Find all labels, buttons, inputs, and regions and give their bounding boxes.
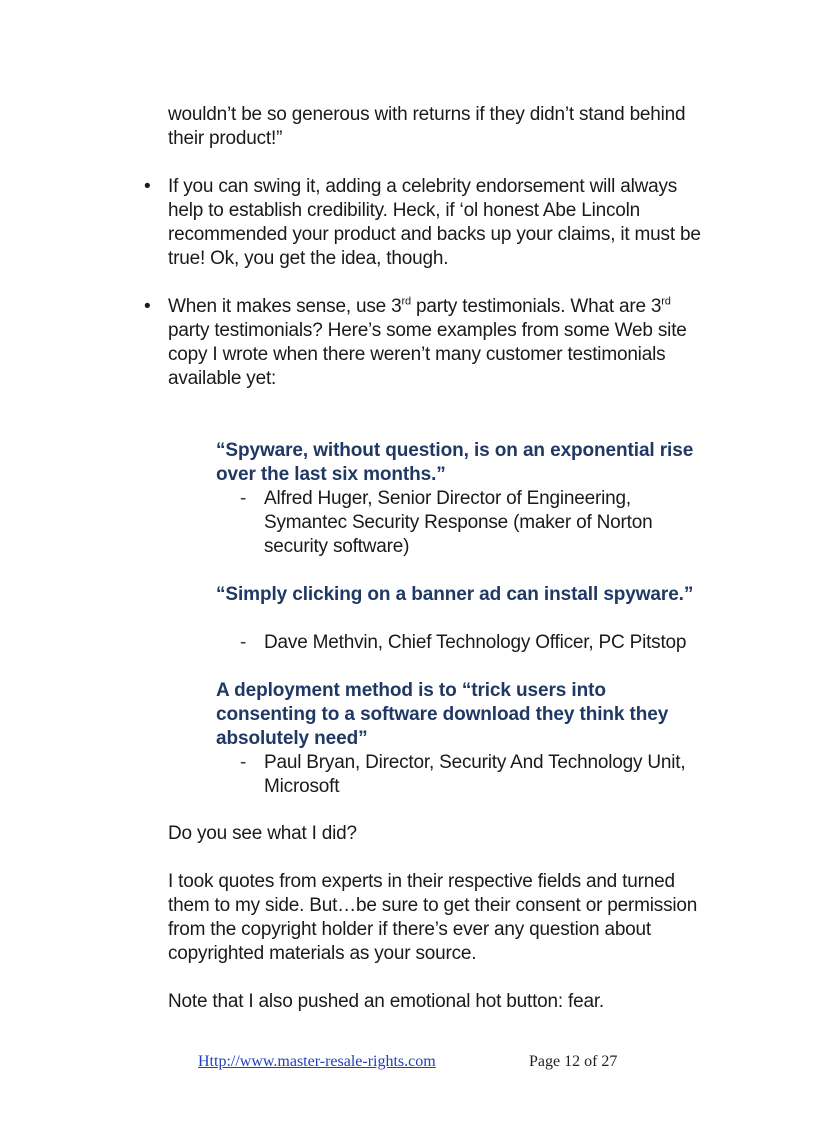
footer-page-number: Page 12 of 27 [529,1053,618,1070]
dash-marker: - [240,632,247,653]
quote-attribution [240,631,714,655]
attribution-text: Paul Bryan, Director, Security And Technology Unit, Microsoft [264,752,686,797]
attribution-text: Alfred Huger, Senior Director of Engineering, Symantec Security Response (maker of Norton security software) [264,488,653,557]
footer-website-link[interactable]: Http://www.master-resale-rights.com [198,1053,436,1070]
bullet-dot-icon: • [144,296,151,317]
quote-deployment-method: A deployment method is to “trick users into consenting to a software download they think they absolutely need” [216,680,669,749]
superscript-rd: rd [401,295,411,308]
superscript-rd: rd [661,295,671,308]
paragraph-continuation: wouldn’t be so generous with returns if they didn’t stand behind their product!” [168,104,686,149]
paragraph-question: Do you see what I did? [168,823,357,844]
bullet-text-part: party testimonials? Here’s some examples from some Web site copy I wrote when there weren’t many customer testimonials available yet: [168,320,687,389]
bullet-text-part: party testimonials. What are 3 [410,296,662,317]
bullet-item-celebrity [144,175,708,271]
quote-attribution [240,487,714,559]
paragraph-explanation: I took quotes from experts in their respective fields and turned them to my side. But…be sure to get their consent or permission from the copyright holder if there’s ever any question about copyrighted materials as your source. [168,871,698,964]
quote-attribution [240,751,714,799]
paragraph-hot-button: Note that I also pushed an emotional hot button: fear. [168,991,605,1012]
dash-marker: - [240,752,247,773]
quote-spyware-rise: “Spyware, without question, is on an exponential rise over the last six months.” [216,440,694,485]
quote-banner-ad: “Simply clicking on a banner ad can install spyware.” [216,584,694,605]
dash-marker: - [240,488,247,509]
bullet-text-part: When it makes sense, use 3 [168,296,402,317]
bullet-dot-icon: • [144,176,151,197]
attribution-text: Dave Methvin, Chief Technology Officer, PC Pitstop [264,632,687,653]
bullet-item-testimonials [144,295,708,391]
bullet-text: If you can swing it, adding a celebrity endorsement will always help to establish credibility. Heck, if ‘ol honest Abe Lincoln recommended your product and backs up your claims, it must be true! Ok, you get the idea, though. [168,176,701,269]
